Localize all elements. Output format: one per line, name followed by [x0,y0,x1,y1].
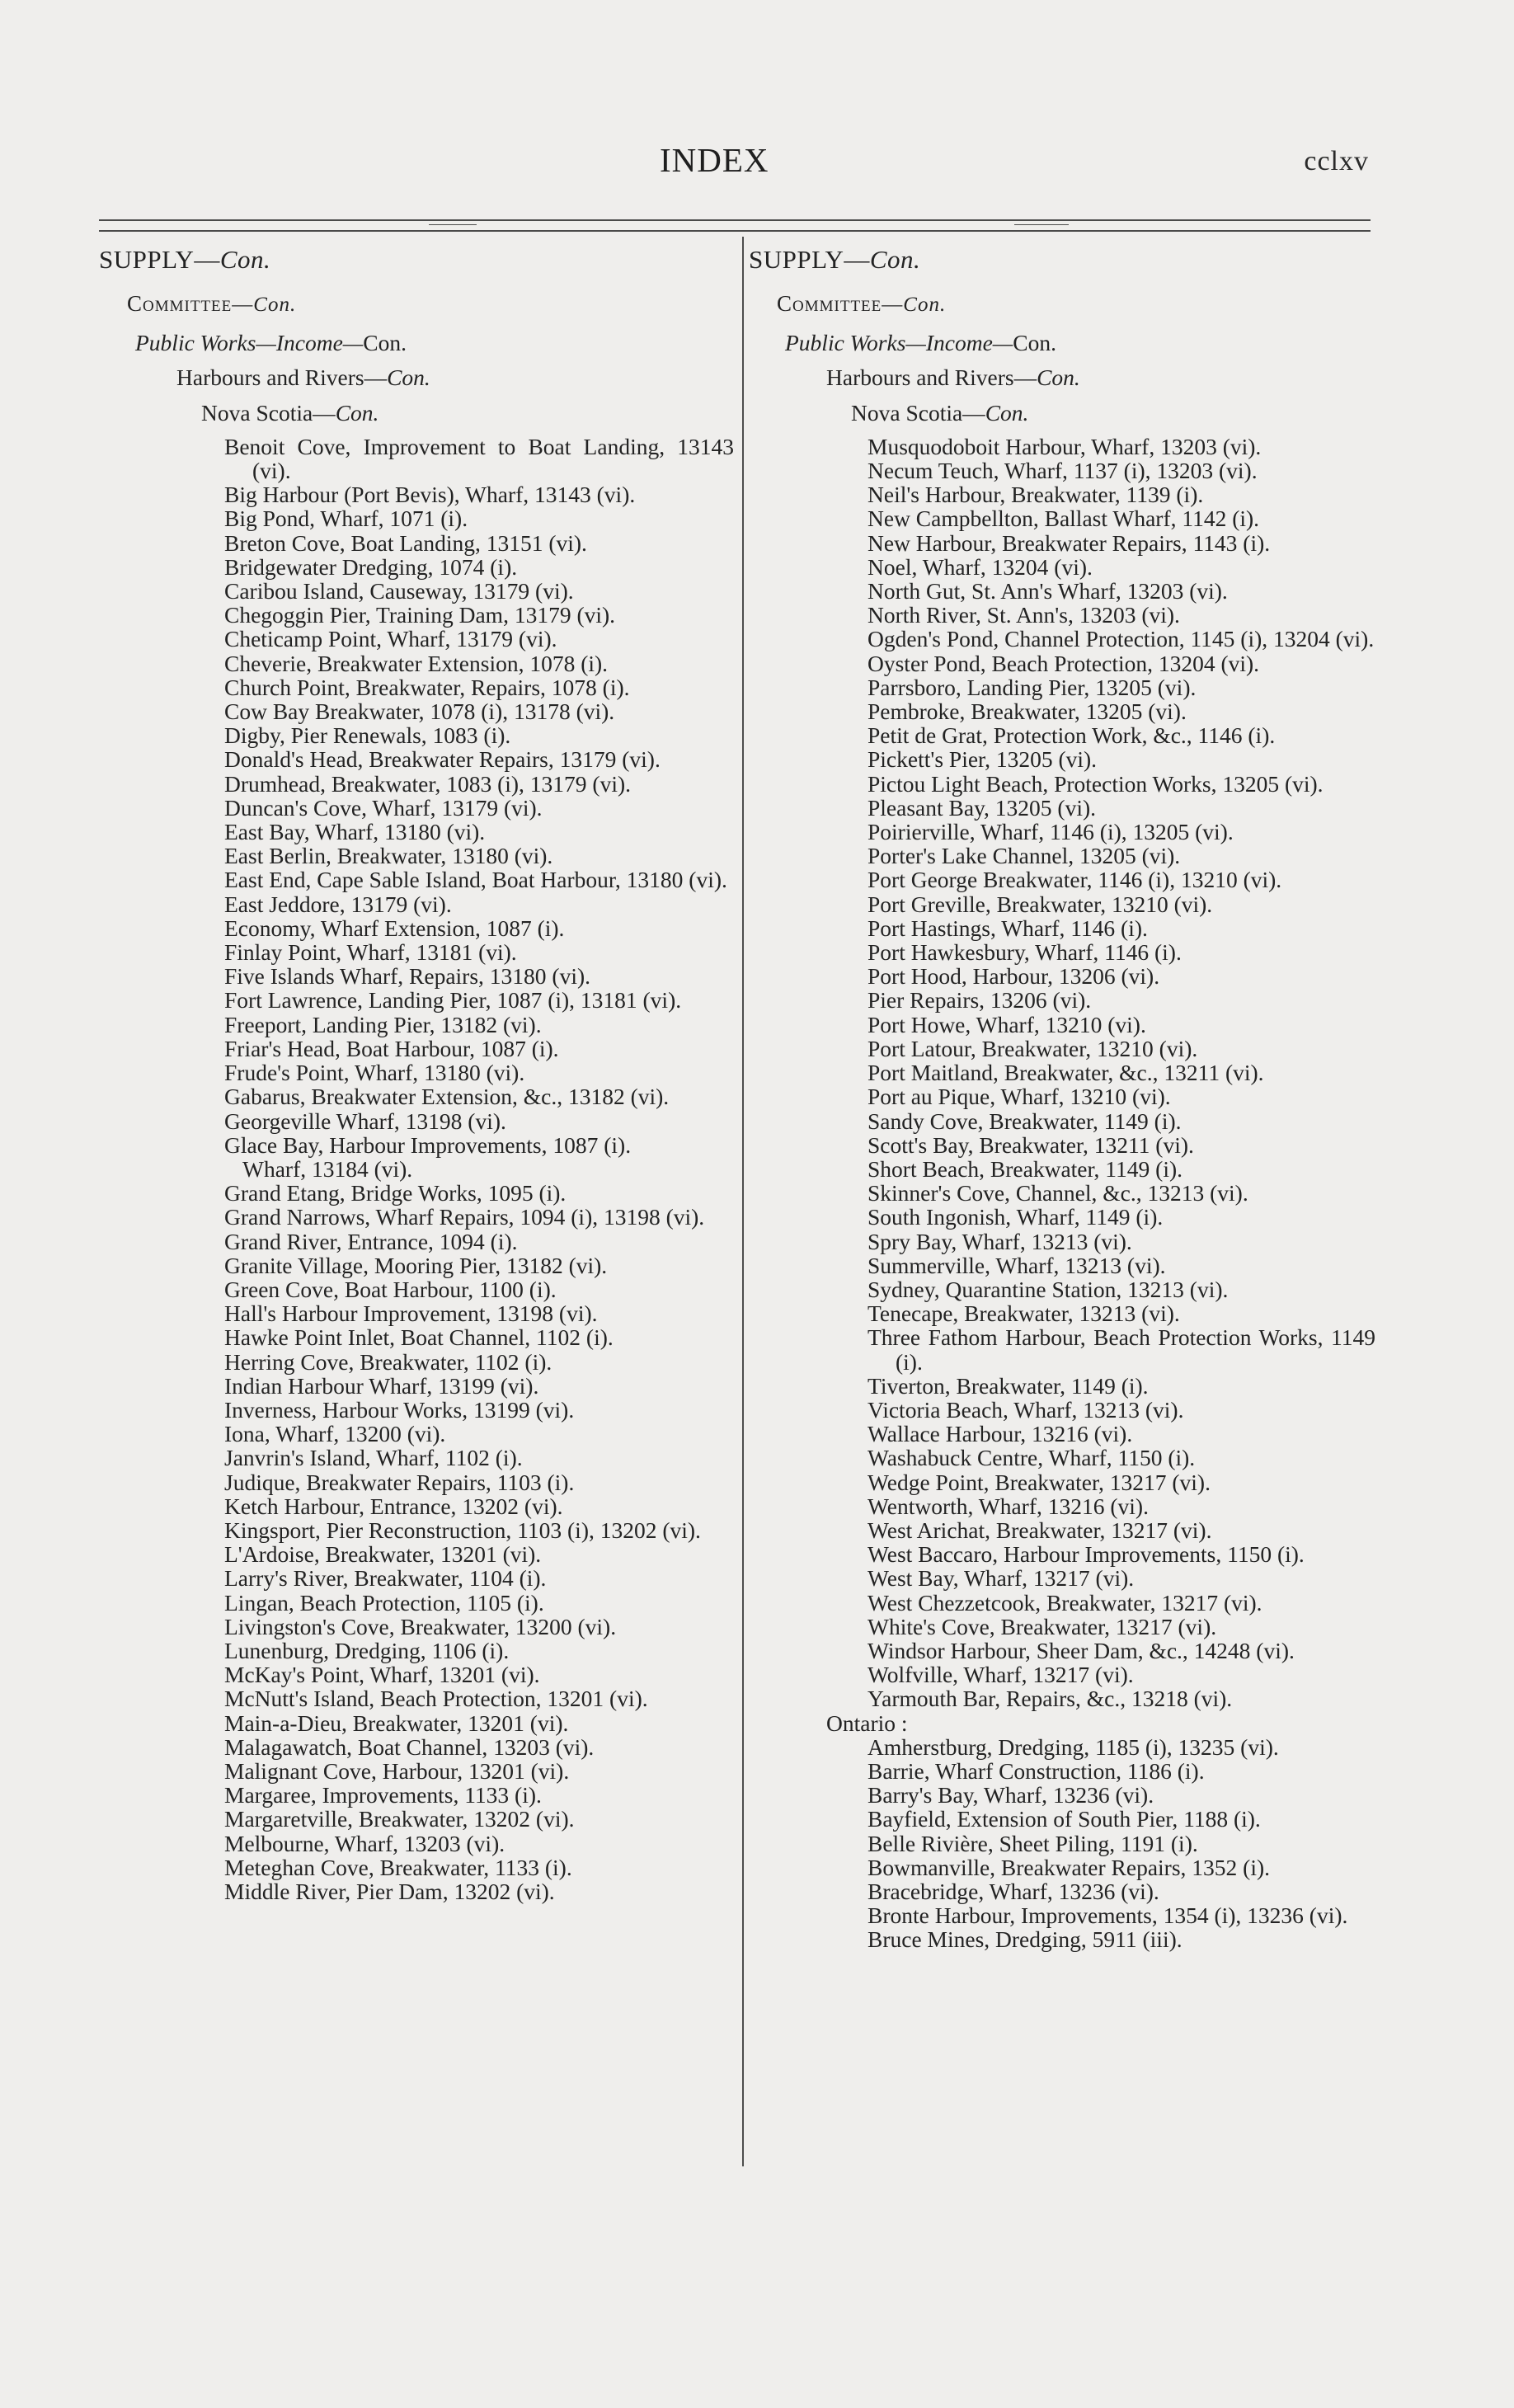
section-heading: SUPPLY—Con. [99,245,271,274]
index-entry: Bronte Harbour, Improvements, 1354 (i), 13236 (vi). [867,1902,1348,1929]
index-entry: Inverness, Harbour Works, 13199 (vi). [224,1396,575,1423]
index-entry: Main-a-Dieu, Breakwater, 13201 (vi). [224,1710,569,1736]
index-entry: Five Islands Wharf, Repairs, 13180 (vi). [224,963,590,990]
index-entry: Grand Etang, Bridge Works, 1095 (i). [224,1180,567,1206]
index-entry: West Bay, Wharf, 13217 (vi). [867,1565,1135,1592]
index-entry: Middle River, Pier Dam, 13202 (vi). [224,1879,555,1904]
index-entry: Victoria Beach, Wharf, 13213 (vi). [867,1396,1184,1423]
index-entry: Gabarus, Breakwater Extension, &c., 13182 (vi). [224,1084,670,1110]
index-entry: Fort Lawrence, Landing Pier, 1087 (i), 13181 (vi). [224,987,682,1014]
index-entry: Windsor Harbour, Sheer Dam, &c., 14248 (vi). [867,1637,1295,1663]
province-heading: Nova Scotia—Con. [851,399,1029,426]
index-entry: East End, Cape Sable Island, Boat Harbour, 13180 (vi). [224,867,727,893]
province-heading: Ontario : [826,1710,908,1736]
subsection-heading: Committee—Con. [777,291,947,316]
index-entry: East Jeddore, 13179 (vi). [224,891,452,917]
index-entry: Granite Village, Mooring Pier, 13182 (vi). [224,1252,608,1278]
index-entry: Lingan, Beach Protection, 1105 (i). [224,1589,544,1616]
index-entry: Georgeville Wharf, 13198 (vi). [224,1108,506,1134]
header-rule-top [99,219,1371,221]
index-entry: Larry's River, Breakwater, 1104 (i). [224,1565,547,1592]
index-entry: Ketch Harbour, Entrance, 13202 (vi). [224,1493,563,1519]
index-entry: Poirierville, Wharf, 1146 (i), 13205 (vi). [867,819,1234,845]
index-entry: Ogden's Pond, Channel Protection, 1145 (i), 13204 (vi). [867,626,1375,652]
index-entry: Hawke Point Inlet, Boat Channel, 1102 (i). [224,1324,614,1351]
index-entry: Livingston's Cove, Breakwater, 13200 (vi). [224,1613,617,1639]
index-entry: Short Beach, Breakwater, 1149 (i). [867,1155,1183,1182]
index-entry: Judique, Breakwater Repairs, 1103 (i). [224,1469,575,1495]
index-entry: Washabuck Centre, Wharf, 1150 (i). [867,1445,1196,1471]
index-entry: East Bay, Wharf, 13180 (vi). [224,819,486,845]
index-entry: Chegoggin Pier, Training Dam, 13179 (vi). [224,602,616,628]
index-entry: Meteghan Cove, Breakwater, 1133 (i). [224,1854,572,1880]
index-entry: Glace Bay, Harbour Improvements, 1087 (i). [224,1131,632,1158]
index-entry: Port George Breakwater, 1146 (i), 13210 (vi). [867,867,1282,893]
index-entry-list [749,1735,1375,1952]
index-entry: East Berlin, Breakwater, 13180 (vi). [224,843,553,869]
index-entry: Donald's Head, Breakwater Repairs, 13179 (vi). [224,746,661,773]
page-header [0,0,1514,214]
index-entry: Grand River, Entrance, 1094 (i). [224,1228,518,1254]
index-entry: Port Howe, Wharf, 13210 (vi). [867,1011,1146,1037]
index-entry: Barrie, Wharf Construction, 1186 (i). [867,1757,1205,1784]
index-entry: L'Ardoise, Breakwater, 13201 (vi). [224,1541,542,1568]
index-entry: Sydney, Quarantine Station, 13213 (vi). [867,1276,1229,1302]
index-entry: Port au Pique, Wharf, 13210 (vi). [867,1084,1171,1110]
index-entry: McKay's Point, Wharf, 13201 (vi). [224,1662,540,1688]
index-entry: Three Fathom Harbour, Beach Protection Works, 1149 (i). [867,1324,1375,1375]
index-entry: Margaree, Improvements, 1133 (i). [224,1782,542,1808]
index-entry: Noel, Wharf, 13204 (vi). [867,553,1093,580]
index-entry: McNutt's Island, Beach Protection, 13201 (vi). [224,1686,648,1712]
index-entry: Wedge Point, Breakwater, 13217 (vi). [867,1469,1211,1495]
index-entry: New Harbour, Breakwater Repairs, 1143 (i). [867,529,1271,556]
index-entry: Malignant Cove, Harbour, 13201 (vi). [224,1757,570,1784]
index-entry: New Campbellton, Ballast Wharf, 1142 (i). [867,506,1260,532]
index-entry: Sandy Cove, Breakwater, 1149 (i). [867,1108,1182,1134]
index-entry: Necum Teuch, Wharf, 1137 (i), 13203 (vi). [867,458,1258,484]
index-entry: Spry Bay, Wharf, 13213 (vi). [867,1228,1132,1254]
index-entry: Economy, Wharf Extension, 1087 (i). [224,915,565,941]
index-entry: Janvrin's Island, Wharf, 1102 (i). [224,1445,523,1471]
index-entry-list [749,435,1375,1711]
index-entry: Parrsboro, Landing Pier, 13205 (vi). [867,674,1197,700]
index-entry: West Baccaro, Harbour Improvements, 1150 (i). [867,1541,1305,1568]
index-entry: West Chezzetcook, Breakwater, 13217 (vi). [867,1589,1262,1616]
section-heading: SUPPLY—Con. [749,245,921,274]
index-entry: Frude's Point, Wharf, 13180 (vi). [224,1060,525,1086]
index-entry: Big Pond, Wharf, 1071 (i). [224,506,468,532]
page-title: INDEX [660,141,769,179]
index-entry: Tiverton, Breakwater, 1149 (i). [867,1372,1149,1399]
category-heading: Public Works—Income—Con. [135,330,407,356]
index-entry: Cow Bay Breakwater, 1078 (i), 13178 (vi). [224,698,615,725]
index-entry: Bayfield, Extension of South Pier, 1188 (i). [867,1806,1261,1832]
index-entry: Iona, Wharf, 13200 (vi). [224,1421,446,1447]
index-entry: Bruce Mines, Dredging, 5911 (iii). [867,1926,1183,1953]
index-entry: North River, St. Ann's, 13203 (vi). [867,602,1180,628]
index-entry: Port Hastings, Wharf, 1146 (i). [867,915,1148,941]
header-rule-bottom [99,230,1371,232]
index-entry: Pickett's Pier, 13205 (vi). [867,746,1098,773]
index-entry-list [99,435,734,1903]
province-heading: Nova Scotia—Con. [201,399,379,426]
index-entry: Wharf, 13184 (vi). [242,1155,413,1182]
index-entry: Church Point, Breakwater, Repairs, 1078 (i). [224,674,630,700]
index-entry: Indian Harbour Wharf, 13199 (vi). [224,1372,539,1399]
index-entry: Breton Cove, Boat Landing, 13151 (vi). [224,529,587,556]
index-entry: Drumhead, Breakwater, 1083 (i), 13179 (vi). [224,770,631,797]
index-entry: Musquodoboit Harbour, Wharf, 13203 (vi). [867,433,1262,459]
index-entry: Cheverie, Breakwater Extension, 1078 (i). [224,650,609,676]
category-heading: Public Works—Income—Con. [785,330,1056,356]
index-entry: Margaretville, Breakwater, 13202 (vi). [224,1806,575,1832]
index-entry: Digby, Pier Renewals, 1083 (i). [224,722,511,749]
index-entry: Bridgewater Dredging, 1074 (i). [224,553,518,580]
column-divider [742,237,744,2166]
index-entry: Neil's Harbour, Breakwater, 1139 (i). [867,482,1204,508]
index-entry: Yarmouth Bar, Repairs, &c., 13218 (vi). [867,1686,1233,1712]
index-entry: Grand Narrows, Wharf Repairs, 1094 (i), 13198 (vi). [224,1204,705,1230]
index-entry: Kingsport, Pier Reconstruction, 1103 (i), 13202 (vi). [224,1517,701,1543]
index-entry: Port Maitland, Breakwater, &c., 13211 (vi). [867,1060,1264,1086]
index-entry: Oyster Pond, Beach Protection, 13204 (vi). [867,650,1260,676]
index-entry: Freeport, Landing Pier, 13182 (vi). [224,1011,542,1037]
subcategory-heading: Harbours and Rivers—Con. [176,364,430,391]
index-entry: Amherstburg, Dredging, 1185 (i), 13235 (vi). [867,1733,1279,1760]
subcategory-heading: Harbours and Rivers—Con. [826,364,1080,391]
index-entry: White's Cove, Breakwater, 13217 (vi). [867,1613,1217,1639]
index-entry: Friar's Head, Boat Harbour, 1087 (i). [224,1035,559,1061]
index-entry: Pleasant Bay, 13205 (vi). [867,794,1096,821]
index-entry: Port Hawkesbury, Wharf, 1146 (i). [867,939,1182,966]
index-entry: Herring Cove, Breakwater, 1102 (i). [224,1348,552,1375]
index-entry: West Arichat, Breakwater, 13217 (vi). [867,1517,1212,1543]
index-entry: Pier Repairs, 13206 (vi). [867,987,1092,1014]
page-number: cclxv [1304,146,1369,176]
index-entry: South Ingonish, Wharf, 1149 (i). [867,1204,1164,1230]
index-entry: Port Greville, Breakwater, 13210 (vi). [867,891,1213,917]
index-entry: Port Hood, Harbour, 13206 (vi). [867,963,1160,990]
index-entry: Malagawatch, Boat Channel, 13203 (vi). [224,1733,595,1760]
index-entry: Hall's Harbour Improvement, 13198 (vi). [224,1300,598,1327]
index-entry: Finlay Point, Wharf, 13181 (vi). [224,939,517,966]
index-entry: Scott's Bay, Breakwater, 13211 (vi). [867,1131,1194,1158]
index-entry: Caribou Island, Causeway, 13179 (vi). [224,578,574,604]
index-entry: Pembroke, Breakwater, 13205 (vi). [867,698,1187,725]
index-entry: Big Harbour (Port Bevis), Wharf, 13143 (vi). [224,482,636,508]
index-entry: Port Latour, Breakwater, 13210 (vi). [867,1035,1198,1061]
index-entry: Belle Rivière, Sheet Piling, 1191 (i). [867,1830,1198,1856]
index-entry: Summerville, Wharf, 13213 (vi). [867,1252,1166,1278]
index-entry: Petit de Grat, Protection Work, &c., 1146 (i). [867,722,1276,749]
index-entry: Duncan's Cove, Wharf, 13179 (vi). [224,794,543,821]
index-column-right [749,247,1375,1952]
index-entry: Green Cove, Boat Harbour, 1100 (i). [224,1276,557,1302]
subsection-heading: Committee—Con. [127,291,297,316]
index-entry: Wallace Harbour, 13216 (vi). [867,1421,1133,1447]
index-entry: North Gut, St. Ann's Wharf, 13203 (vi). [867,578,1228,604]
index-entry: Bowmanville, Breakwater Repairs, 1352 (i). [867,1854,1270,1880]
index-entry: Pictou Light Beach, Protection Works, 13205 (vi). [867,770,1324,797]
index-entry: Wolfville, Wharf, 13217 (vi). [867,1662,1134,1688]
header-rule-accent-left [429,224,477,225]
index-entry: Benoit Cove, Improvement to Boat Landing, 13143 (vi). [224,433,734,484]
index-column-left [99,247,734,1903]
index-entry: Wentworth, Wharf, 13216 (vi). [867,1493,1149,1519]
index-entry: Skinner's Cove, Channel, &c., 13213 (vi). [867,1180,1248,1206]
header-rule-accent-right [1014,224,1069,225]
index-entry: Barry's Bay, Wharf, 13236 (vi). [867,1782,1154,1808]
index-entry: Melbourne, Wharf, 13203 (vi). [224,1830,505,1856]
index-entry: Cheticamp Point, Wharf, 13179 (vi). [224,626,557,652]
index-entry: Porter's Lake Channel, 13205 (vi). [867,843,1181,869]
index-entry: Bracebridge, Wharf, 13236 (vi). [867,1879,1159,1904]
index-entry: Lunenburg, Dredging, 1106 (i). [224,1637,510,1663]
index-entry: Tenecape, Breakwater, 13213 (vi). [867,1300,1180,1327]
